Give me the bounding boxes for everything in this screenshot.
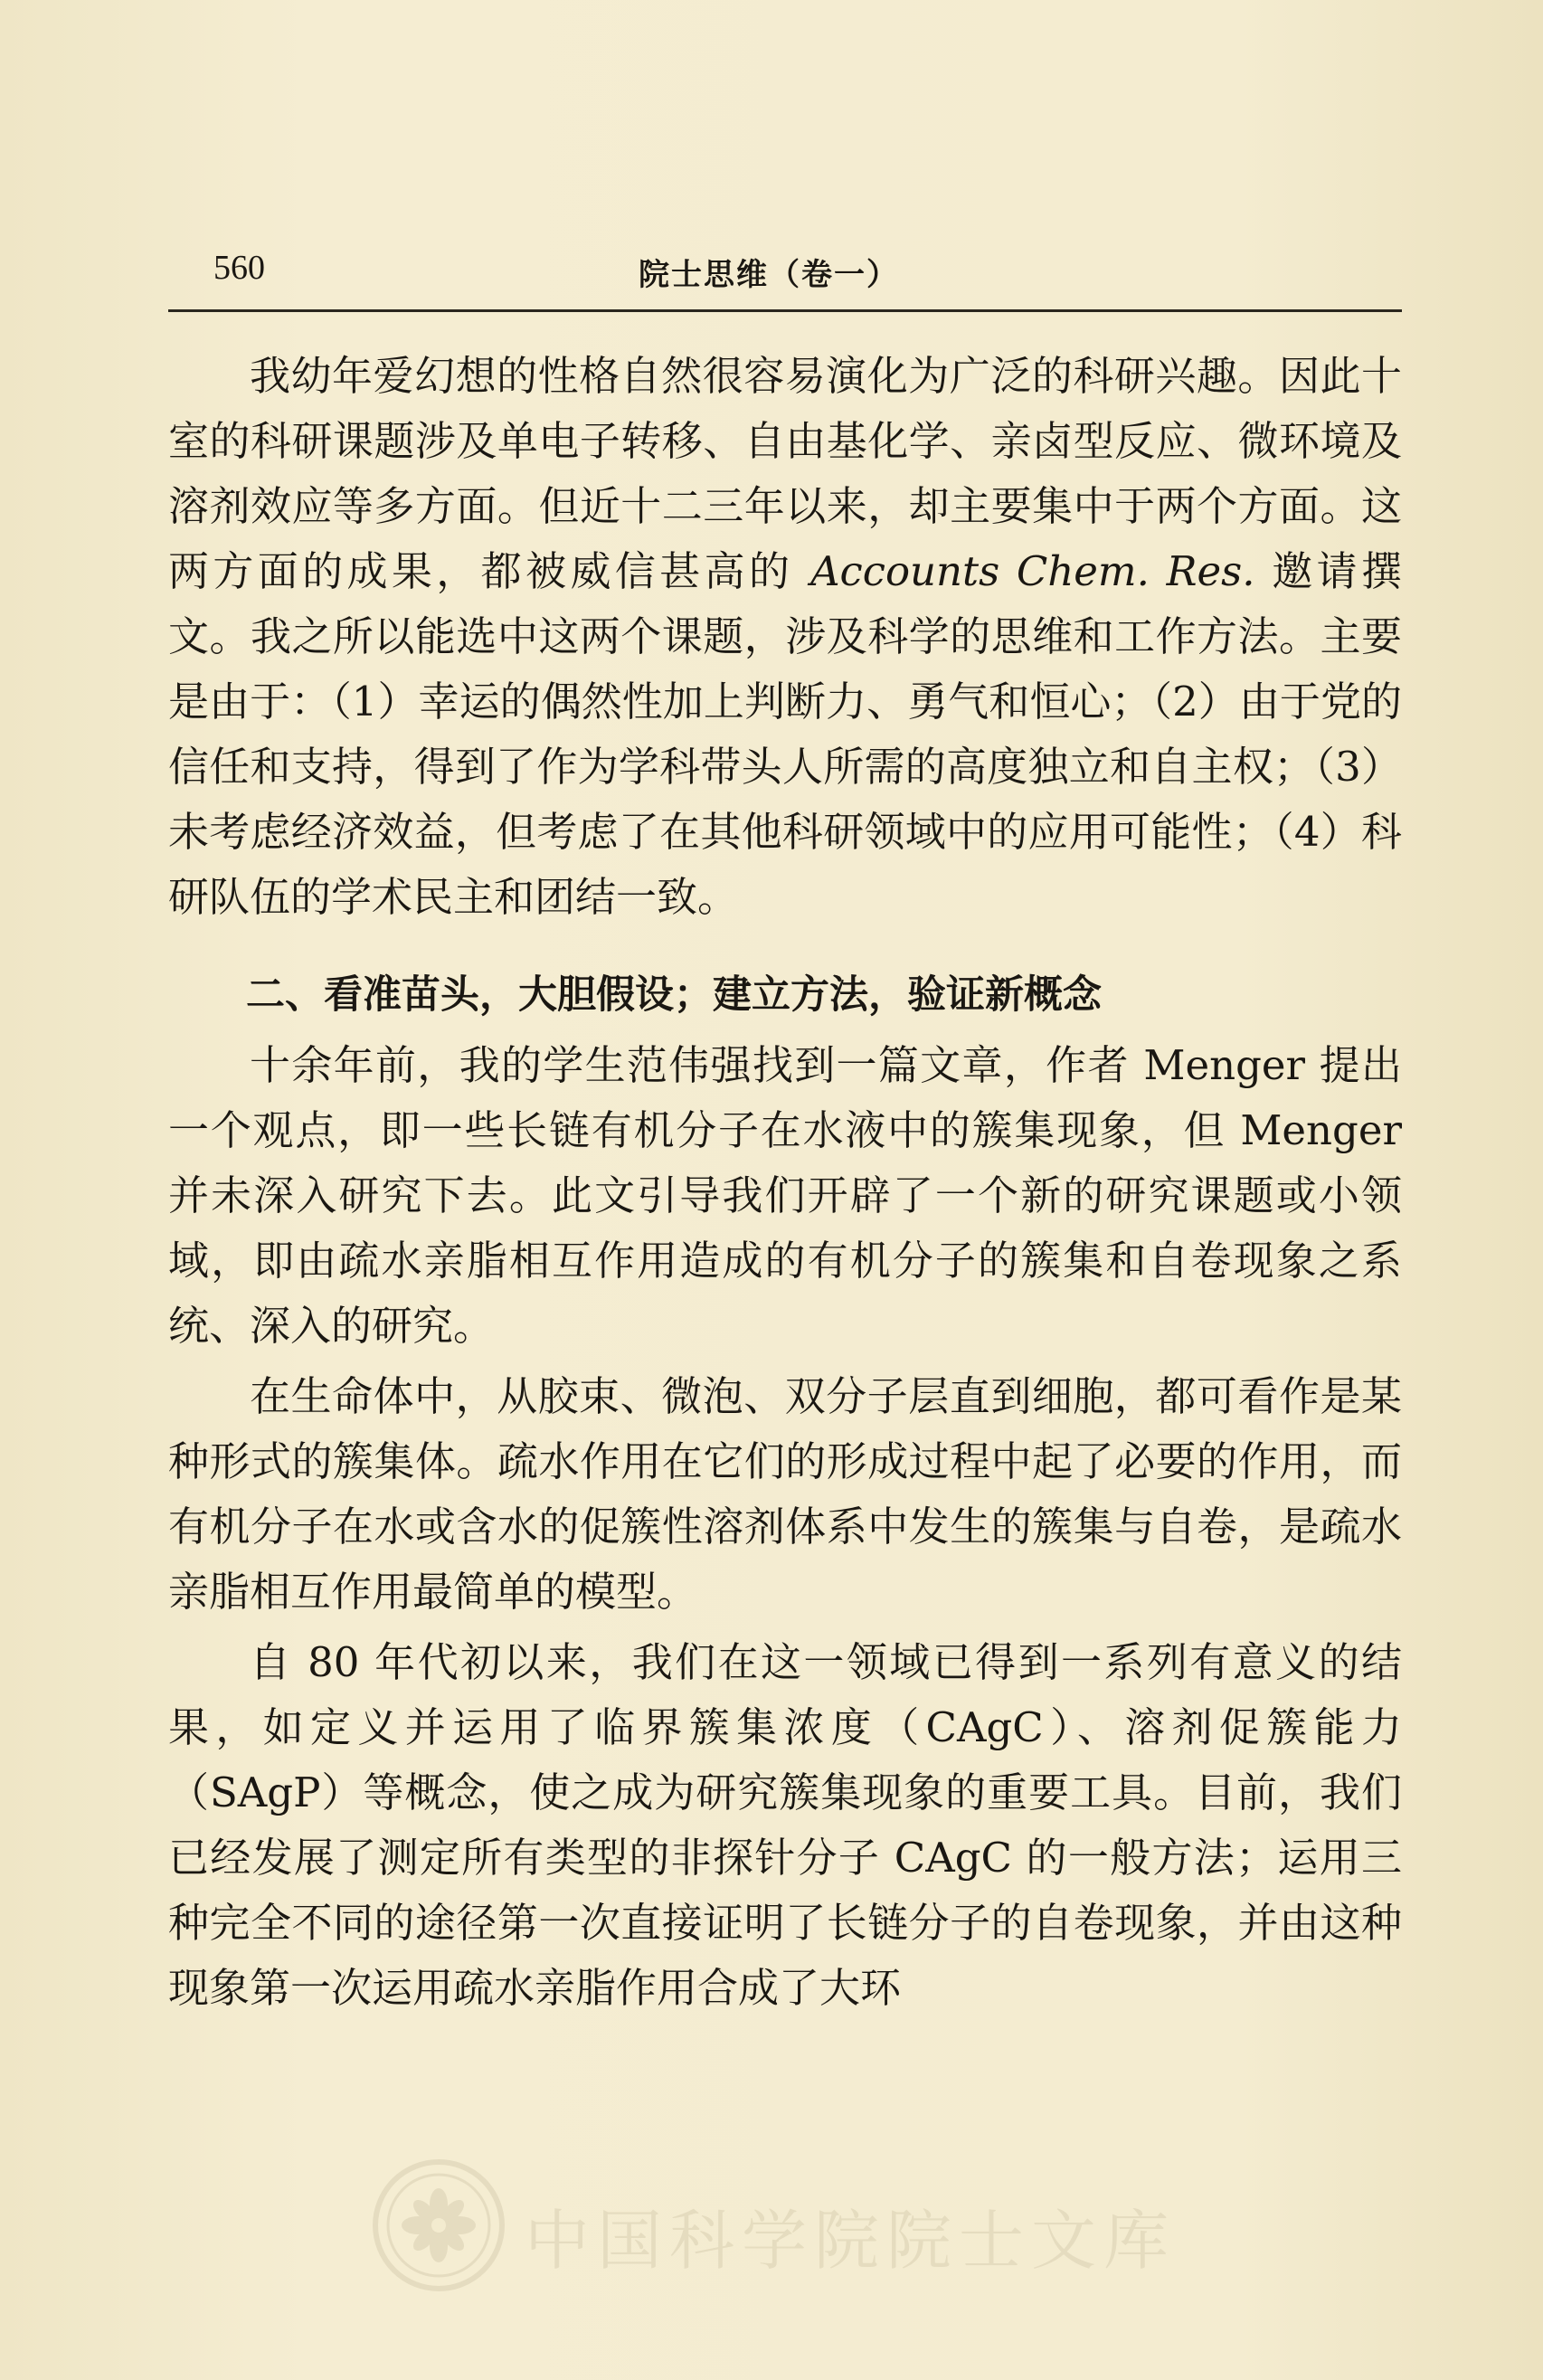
watermark-text: 中国科学院院士文库 [525, 2203, 1177, 2279]
paragraph-1-rest: 邀请撰文。我之所以能选中这两个课题，涉及科学的思维和工作方法。主要是由于：（1）幸运的偶然性加上判断力、勇气和恒心；（2）由于党的信任和支持，得到了作为学科带头人所需的高度独立和自主权；（3）未考虑经济效益，但考虑了在其他科研领域中的应用可能性；（4）科研队伍的学术民主和团结一致。 [168, 547, 1402, 921]
journal-name: Accounts Chem. Res. [810, 547, 1255, 595]
paragraph-3: 在生命体中，从胶束、微泡、双分子层直到细胞，都可看作是某种形式的簇集体。疏水作用在它们的形成过程中起了必要的作用，而有机分子在水或含水的促簇性溶剂体系中发生的簇集与自卷，是疏水亲脂相互作用最简单的模型。 [168, 1372, 1402, 1616]
paragraph-2: 十余年前，我的学生范伟强找到一篇文章，作者 Menger 提出一个观点，即一些长链有机分子在水液中的簇集现象，但 Menger 并未深入研究下去。此文引导我们开辟了一个新的研究课题或小领域，即由疏水亲脂相互作用造成的有机分子的簇集和自卷现象之系统、深入的研究。 [168, 1041, 1402, 1350]
paragraph-1-text: 我幼年爱幻想的性格自然很容易演化为广泛的科研兴趣。因此十室的科研课题涉及单电子转移、自由基化学、亲卤型反应、微环境及溶剂效应等多方面。但近十二三年以来，却主要集中于两个方面。这两方面的成果，都被威信甚高的 [168, 352, 1402, 595]
academy-seal-icon [371, 2157, 506, 2293]
page-header [168, 242, 1402, 306]
running-title: 院士思维（卷一） [639, 257, 899, 293]
paragraph-4: 自 80 年代初以来，我们在这一领域已得到一系列有意义的结果，如定义并运用了临界簇集浓度（CAgC）、溶剂促簇能力（SAgP）等概念，使之成为研究簇集现象的重要工具。目前，我们已经发展了测定所有类型的非探针分子 CAgC 的一般方法；运用三种完全不同的途径第一次直接证明了长链分子的自卷现象，并由这种现象第一次运用疏水亲脂作用合成了大环 [168, 1638, 1402, 2012]
page-number: 560 [213, 249, 265, 287]
footer-watermark [371, 2157, 1185, 2293]
section-heading: 二、看准苗头，大胆假设；建立方法，验证新概念 [246, 972, 1102, 1018]
body-text [168, 344, 1402, 2021]
paragraph-1 [168, 344, 1402, 930]
header-divider [168, 309, 1402, 312]
